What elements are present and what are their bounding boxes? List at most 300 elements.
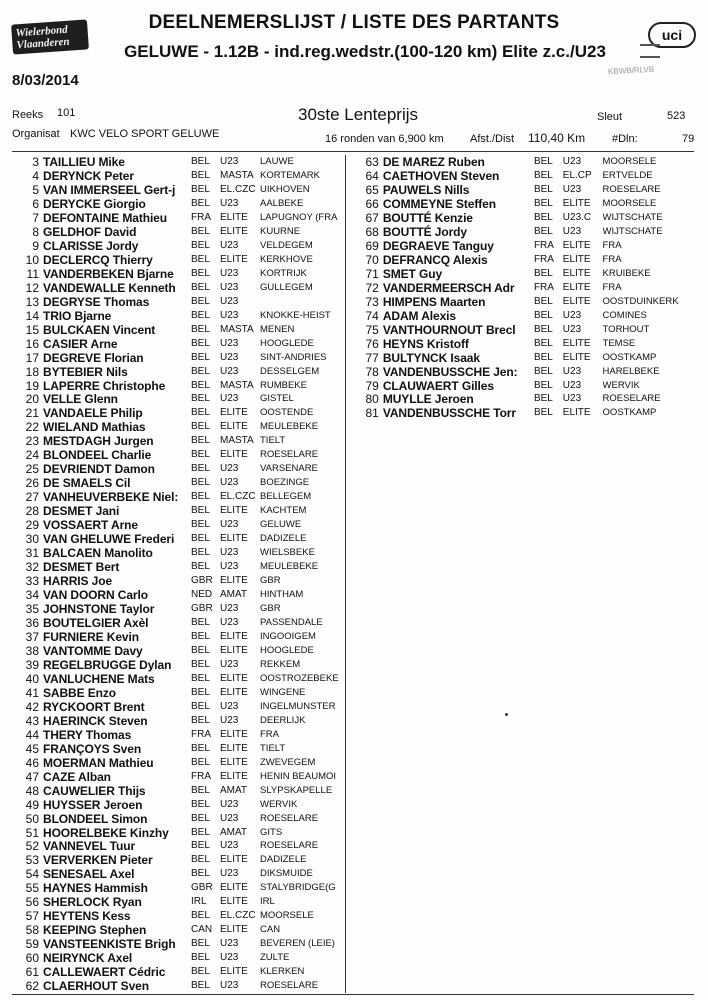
rider-name: DECLERCQ Thierry xyxy=(43,252,153,267)
rider-club: MEULEBEKE xyxy=(260,561,319,573)
rider-nationality: BEL xyxy=(533,197,553,209)
rider-club: GELUWE xyxy=(260,519,302,531)
rider-number: 63 xyxy=(365,155,379,169)
rider-row xyxy=(12,965,346,979)
rider-number: 20 xyxy=(25,392,39,407)
rider-club: ROESELARE xyxy=(260,980,319,992)
rider-nationality: BEL xyxy=(191,812,210,824)
rider-name: DERYNCK Peter xyxy=(43,168,134,183)
rider-name: DEGRYSE Thomas xyxy=(43,294,150,309)
rider-number: 60 xyxy=(25,951,39,966)
rider-category: ELITE xyxy=(220,882,248,894)
rider-nationality: BEL xyxy=(191,561,210,573)
rider-row xyxy=(12,323,346,337)
race-subtitle: GELUWE - 1.12B - ind.reg.wedstr.(100-120 km) Elite z.c./U23 xyxy=(124,42,606,61)
rider-category: ELITE xyxy=(220,630,248,642)
rider-nationality: BEL xyxy=(191,169,210,181)
rider-number: 41 xyxy=(25,685,39,700)
rider-row xyxy=(352,253,694,267)
rider-row xyxy=(12,267,346,281)
rider-name: FURNIERE Kevin xyxy=(43,629,139,644)
rider-nationality: BEL xyxy=(191,840,210,852)
header-divider xyxy=(12,151,694,152)
rider-nationality: BEL xyxy=(191,505,210,517)
rider-club: BELLEGEM xyxy=(260,491,312,503)
rider-row xyxy=(12,979,346,993)
rider-nationality: BEL xyxy=(191,281,210,293)
rider-name: DESMET Bert xyxy=(43,560,120,575)
rider-number: 13 xyxy=(25,294,39,309)
rider-row xyxy=(352,323,694,337)
rider-club: RUMBEKE xyxy=(260,379,307,391)
rider-name: VAN GHELUWE Frederi xyxy=(43,532,175,547)
rider-category: U23 xyxy=(220,365,239,377)
rider-club: FRA xyxy=(602,253,622,265)
rider-club: TEMSE xyxy=(602,337,636,349)
rider-club: GISTEL xyxy=(260,393,294,405)
rounds-info: 16 ronden van 6,900 km xyxy=(325,133,444,145)
rider-category: ELITE xyxy=(220,924,248,936)
rider-row xyxy=(12,770,346,784)
rider-nationality: BEL xyxy=(191,379,210,391)
rider-club: HOOGLEDE xyxy=(260,644,314,656)
rider-number: 21 xyxy=(25,406,39,421)
rider-name: RYCKOORT Brent xyxy=(43,699,145,714)
rider-nationality: GBR xyxy=(191,575,213,587)
rider-club: SLYPSKAPELLE xyxy=(260,784,333,796)
rider-category: U23 xyxy=(562,309,582,321)
rider-row xyxy=(12,560,346,574)
rider-number: 5 xyxy=(32,182,39,197)
rider-row xyxy=(12,616,346,630)
rider-club: COMINES xyxy=(602,309,647,321)
rider-name: CLARISSE Jordy xyxy=(43,238,139,253)
rider-nationality: BEL xyxy=(533,267,553,279)
rider-club: VELDEGEM xyxy=(260,239,313,251)
rider-club: KUURNE xyxy=(260,225,301,237)
rider-row xyxy=(12,839,346,853)
rider-category: U23 xyxy=(220,197,239,209)
rider-category: ELITE xyxy=(562,253,591,265)
rider-number: 35 xyxy=(25,602,39,616)
rider-club: ERTVELDE xyxy=(602,169,653,181)
rider-category: MASTA xyxy=(220,323,254,335)
rider-category: U23 xyxy=(220,840,239,852)
rider-row xyxy=(12,588,346,602)
rider-club: KLERKEN xyxy=(260,966,305,978)
rider-nationality: BEL xyxy=(533,183,553,195)
rider-number: 53 xyxy=(25,853,39,868)
rider-name: DEGRAEVE Tanguy xyxy=(382,238,494,253)
rider-nationality: BEL xyxy=(533,225,553,237)
rider-name: VOSSAERT Arne xyxy=(43,518,138,533)
rider-row xyxy=(12,672,346,686)
rider-row xyxy=(12,658,346,672)
rider-row xyxy=(352,406,694,420)
rider-name: VANDEWALLE Kenneth xyxy=(43,280,176,295)
organisat-label: Organisat xyxy=(12,128,60,140)
rider-club: HENIN BEAUMOI xyxy=(260,770,337,782)
rider-name: CAUWELIER Thijs xyxy=(43,783,146,798)
rider-club: HINTHAM xyxy=(260,589,304,601)
rider-number: 40 xyxy=(25,671,39,686)
rider-row xyxy=(12,225,346,239)
rider-row xyxy=(352,225,694,239)
riders-column-right xyxy=(352,155,694,420)
rider-category: ELITE xyxy=(562,267,591,279)
rider-row xyxy=(352,281,694,295)
rider-name: VANDERMEERSCH Adr xyxy=(382,280,515,295)
rider-name: HARRIS Joe xyxy=(43,574,113,589)
rider-number: 19 xyxy=(25,378,39,393)
rider-row xyxy=(12,295,346,309)
rider-nationality: FRA xyxy=(191,770,211,782)
rider-nationality: FRA xyxy=(191,728,211,740)
rider-number: 15 xyxy=(25,322,39,337)
rider-row xyxy=(12,532,346,546)
rider-row xyxy=(352,169,694,183)
wielerbond-logo: Wielerbond Vlaanderen xyxy=(11,19,89,54)
rider-category: ELITE xyxy=(220,644,248,656)
rider-number: 24 xyxy=(25,448,39,463)
rider-category: U23.C xyxy=(562,211,592,223)
rider-category: U23 xyxy=(220,337,239,349)
rider-number: 17 xyxy=(25,350,39,365)
rider-row xyxy=(12,379,346,393)
rider-name: DE SMAELS Cil xyxy=(43,476,131,491)
rider-category: ELITE xyxy=(220,770,248,782)
rider-name: SABBE Enzo xyxy=(43,685,117,700)
rider-row xyxy=(12,351,346,365)
rider-category: MASTA xyxy=(220,435,254,447)
rider-nationality: BEL xyxy=(191,156,210,167)
rider-club: OOSTROZEBEKE xyxy=(260,672,339,684)
rider-category: ELITE xyxy=(562,407,591,419)
rider-row xyxy=(352,211,694,225)
rider-nationality: BEL xyxy=(191,393,210,405)
rider-row xyxy=(12,546,346,560)
rider-name: THERY Thomas xyxy=(43,727,132,742)
rider-category: ELITE xyxy=(220,505,248,517)
rider-name: HEYNS Kristoff xyxy=(382,336,469,351)
rider-number: 62 xyxy=(25,979,39,994)
rider-row xyxy=(12,909,346,923)
rider-category: MASTA xyxy=(220,169,254,181)
sleut-value: 523 xyxy=(667,110,686,122)
rider-category: U23 xyxy=(220,980,239,992)
rider-club: DEERLIJK xyxy=(260,714,306,726)
rider-row xyxy=(12,756,346,770)
rider-nationality: BEL xyxy=(191,365,210,377)
rider-nationality: BEL xyxy=(191,519,210,531)
rider-category: ELITE xyxy=(220,896,248,908)
rider-name: MUYLLE Jeroen xyxy=(382,392,474,407)
rider-name: CALLEWAERT Cédric xyxy=(43,965,166,980)
rider-category: ELITE xyxy=(220,672,248,684)
rider-row xyxy=(12,434,346,448)
rider-name: VANDENBUSSCHE Jen: xyxy=(382,364,518,379)
rider-category: ELITE xyxy=(220,449,248,461)
rider-category: EL.CZC xyxy=(220,910,256,922)
rider-number: 58 xyxy=(25,923,39,938)
rider-row xyxy=(12,518,346,532)
rider-category: ELITE xyxy=(220,966,248,978)
rider-club: WERVIK xyxy=(260,798,298,810)
rider-row xyxy=(352,337,694,351)
rider-nationality: BEL xyxy=(191,630,210,642)
rider-club: GBR xyxy=(260,575,281,587)
rider-club: ZWEVEGEM xyxy=(260,756,316,768)
rider-category: U23 xyxy=(220,351,239,363)
rider-category: ELITE xyxy=(220,686,248,698)
rider-number: 54 xyxy=(25,867,39,882)
rider-category: U23 xyxy=(220,309,239,321)
uci-stripes-icon xyxy=(640,44,660,58)
rider-name: VAN DOORN Carlo xyxy=(43,588,148,602)
rider-name: HAERINCK Steven xyxy=(43,713,148,728)
rider-name: HOORELBEKE Kinzhy xyxy=(43,825,169,840)
rider-nationality: BEL xyxy=(191,253,210,265)
rider-number: 39 xyxy=(25,657,39,672)
rider-number: 37 xyxy=(25,629,39,644)
rider-name: VANTOMME Davy xyxy=(43,643,143,658)
afst-value: 110,40 Km xyxy=(528,131,586,145)
rider-club: MOORSELE xyxy=(602,197,657,209)
rider-number: 9 xyxy=(32,238,39,253)
rider-row xyxy=(12,798,346,812)
rider-number: 57 xyxy=(25,909,39,924)
rider-row xyxy=(352,183,694,197)
rider-name: SMET Guy xyxy=(382,266,443,281)
rider-row xyxy=(12,253,346,267)
rider-number: 56 xyxy=(25,895,39,910)
rider-row xyxy=(12,406,346,420)
rider-club: MEULEBEKE xyxy=(260,421,319,433)
rider-number: 77 xyxy=(365,350,379,365)
rider-row xyxy=(12,602,346,616)
rider-nationality: BEL xyxy=(191,407,210,419)
race-name: 30ste Lenteprijs xyxy=(298,105,419,124)
rider-row xyxy=(352,379,694,393)
rider-number: 47 xyxy=(25,769,39,784)
rider-row xyxy=(12,784,346,798)
rider-nationality: NED xyxy=(191,589,213,601)
rider-row xyxy=(12,686,346,700)
rider-nationality: BEL xyxy=(191,463,210,475)
rider-row xyxy=(12,826,346,840)
rider-number: 64 xyxy=(365,168,379,183)
rider-name: DEFRANCQ Alexis xyxy=(382,252,488,267)
rider-number: 49 xyxy=(25,797,39,812)
rider-nationality: BEL xyxy=(191,910,210,922)
rider-number: 48 xyxy=(25,783,39,798)
rider-category: U23 xyxy=(220,267,239,279)
rider-category: U23 xyxy=(220,561,239,573)
rider-club: WINGENE xyxy=(260,686,306,698)
rider-name: VANDERBEKEN Bjarne xyxy=(43,266,174,281)
rider-number: 3 xyxy=(32,155,39,169)
rider-number: 29 xyxy=(25,518,39,533)
rider-row xyxy=(12,309,346,323)
rider-row xyxy=(12,337,346,351)
rider-club: DADIZELE xyxy=(260,533,307,545)
rider-number: 34 xyxy=(25,588,39,603)
rider-club: HARELBEKE xyxy=(602,365,660,377)
rider-name: VANTHOURNOUT Brecl xyxy=(382,322,516,337)
rider-name: PAUWELS Nills xyxy=(382,182,470,197)
rider-row xyxy=(12,365,346,379)
rider-number: 6 xyxy=(32,196,39,211)
rider-category: ELITE xyxy=(220,253,248,265)
rider-category: U23 xyxy=(220,477,239,489)
rider-number: 8 xyxy=(32,224,39,239)
rider-nationality: IRL xyxy=(191,896,207,908)
rider-name: BLONDEEL Charlie xyxy=(43,448,152,463)
rider-nationality: BEL xyxy=(533,156,553,167)
uci-logo: uci xyxy=(648,22,696,48)
rider-club: DIKSMUIDE xyxy=(260,868,313,880)
rider-club: TIELT xyxy=(260,742,286,754)
rider-row xyxy=(352,351,694,365)
rider-row xyxy=(12,462,346,476)
rider-name: BOUTTÉ Kenzie xyxy=(382,210,473,225)
rider-row xyxy=(352,267,694,281)
rider-category: U23 xyxy=(562,379,582,391)
rider-name: CLAUWAERT Gilles xyxy=(382,378,494,393)
rider-category: U23 xyxy=(562,225,582,237)
rider-club: ROESELARE xyxy=(260,840,319,852)
rider-category: EL.CZC xyxy=(220,183,256,195)
reeks-label: Reeks xyxy=(12,109,44,121)
rider-nationality: BEL xyxy=(191,672,210,684)
rider-category: ELITE xyxy=(562,295,591,307)
rider-club: REKKEM xyxy=(260,658,301,670)
rider-row xyxy=(12,895,346,909)
rider-nationality: BEL xyxy=(191,742,210,754)
rider-category: U23 xyxy=(220,952,239,964)
rider-row xyxy=(12,239,346,253)
rider-club: MENEN xyxy=(260,323,295,335)
rider-category: ELITE xyxy=(562,197,591,209)
rider-number: 32 xyxy=(25,560,39,575)
federation-stamp: KBWB/RLVB xyxy=(607,64,655,77)
rider-name: VANSTEENKISTE Brigh xyxy=(43,937,176,952)
rider-name: LAPERRE Christophe xyxy=(43,378,166,393)
rider-row xyxy=(12,630,346,644)
rider-name: HIMPENS Maarten xyxy=(382,294,486,309)
rider-number: 78 xyxy=(365,364,379,379)
rider-category: AMAT xyxy=(220,784,248,796)
rider-number: 14 xyxy=(25,308,39,323)
rider-club: TIELT xyxy=(260,435,286,447)
rider-name: VELLE Glenn xyxy=(43,392,118,407)
rider-nationality: BEL xyxy=(191,547,210,559)
rider-category: U23 xyxy=(220,868,239,880)
rider-number: 72 xyxy=(365,280,379,295)
rider-name: VERVERKEN Pieter xyxy=(43,853,153,868)
rider-club: INGELMUNSTER xyxy=(260,700,336,712)
rider-nationality: BEL xyxy=(191,491,210,503)
rider-club: TORHOUT xyxy=(602,323,650,335)
rider-category: ELITE xyxy=(220,421,248,433)
rider-name: SHERLOCK Ryan xyxy=(43,895,142,910)
rider-number: 38 xyxy=(25,643,39,658)
rider-club: LAUWE xyxy=(260,156,294,167)
rider-category: ELITE xyxy=(220,211,248,223)
rider-name: HUYSSER Jeroen xyxy=(43,797,143,812)
page-title: DEELNEMERSLIJST / LISTE DES PARTANTS xyxy=(148,12,560,33)
rider-club: INGOOIGEM xyxy=(260,630,316,642)
rider-number: 79 xyxy=(365,378,379,393)
rider-name: VAN IMMERSEEL Gert-j xyxy=(43,182,176,197)
rider-name: HEYTENS Kess xyxy=(43,909,131,924)
rider-row xyxy=(12,281,346,295)
rider-row xyxy=(12,853,346,867)
rider-number: 31 xyxy=(25,546,39,561)
rider-club: WIELSBEKE xyxy=(260,547,315,559)
rider-name: REGELBRUGGE Dylan xyxy=(43,657,172,672)
rider-nationality: FRA xyxy=(191,211,211,223)
rider-name: DEVRIENDT Damon xyxy=(43,462,155,477)
rider-row xyxy=(352,197,694,211)
rider-club: FRA xyxy=(602,281,622,293)
rider-name: DESMET Jani xyxy=(43,504,120,519)
rider-number: 18 xyxy=(25,364,39,379)
rider-name: VANDENBUSSCHE Torr xyxy=(382,406,516,421)
rider-nationality: BEL xyxy=(191,658,210,670)
rider-club: OOSTDUINKERK xyxy=(602,295,679,307)
rider-club: STALYBRIDGE(G xyxy=(260,882,336,894)
rider-row xyxy=(12,951,346,965)
rider-number: 75 xyxy=(365,322,379,337)
rider-nationality: CAN xyxy=(191,924,213,936)
rider-club: WIJTSCHATE xyxy=(602,211,663,223)
rider-number: 4 xyxy=(32,168,39,183)
dln-label: #Dln: xyxy=(612,133,638,145)
rider-club: OOSTKAMP xyxy=(602,351,657,363)
rider-row xyxy=(12,211,346,225)
rider-name: TRIO Bjarne xyxy=(43,308,112,323)
rider-club: KORTRIJK xyxy=(260,267,307,279)
rider-category: U23 xyxy=(562,156,582,167)
rider-category: U23 xyxy=(220,393,239,405)
rider-nationality: BEL xyxy=(191,784,210,796)
rider-nationality: BEL xyxy=(191,714,210,726)
rider-nationality: BEL xyxy=(191,644,210,656)
rider-row xyxy=(12,392,346,406)
rider-name: VANDAELE Philip xyxy=(43,406,143,421)
rider-name: TAILLIEU Mike xyxy=(43,155,125,169)
rider-club: UIKHOVEN xyxy=(260,183,310,195)
rider-category: EL.CP xyxy=(562,169,592,181)
rider-name: BULCKAEN Vincent xyxy=(43,322,156,337)
rider-row xyxy=(352,155,694,169)
rider-nationality: FRA xyxy=(533,281,554,293)
rider-row xyxy=(12,714,346,728)
rider-nationality: GBR xyxy=(191,882,213,894)
rider-nationality: BEL xyxy=(533,365,553,377)
rider-nationality: BEL xyxy=(533,309,553,321)
rider-club: HOOGLEDE xyxy=(260,337,314,349)
rider-name: DE MAREZ Ruben xyxy=(382,155,485,169)
rider-nationality: BEL xyxy=(191,351,210,363)
rider-category: U23 xyxy=(220,295,239,307)
rider-category: U23 xyxy=(562,323,582,335)
scan-speck xyxy=(505,713,508,716)
rider-number: 10 xyxy=(25,252,39,267)
rider-nationality: BEL xyxy=(533,169,553,181)
rider-number: 44 xyxy=(25,727,39,742)
